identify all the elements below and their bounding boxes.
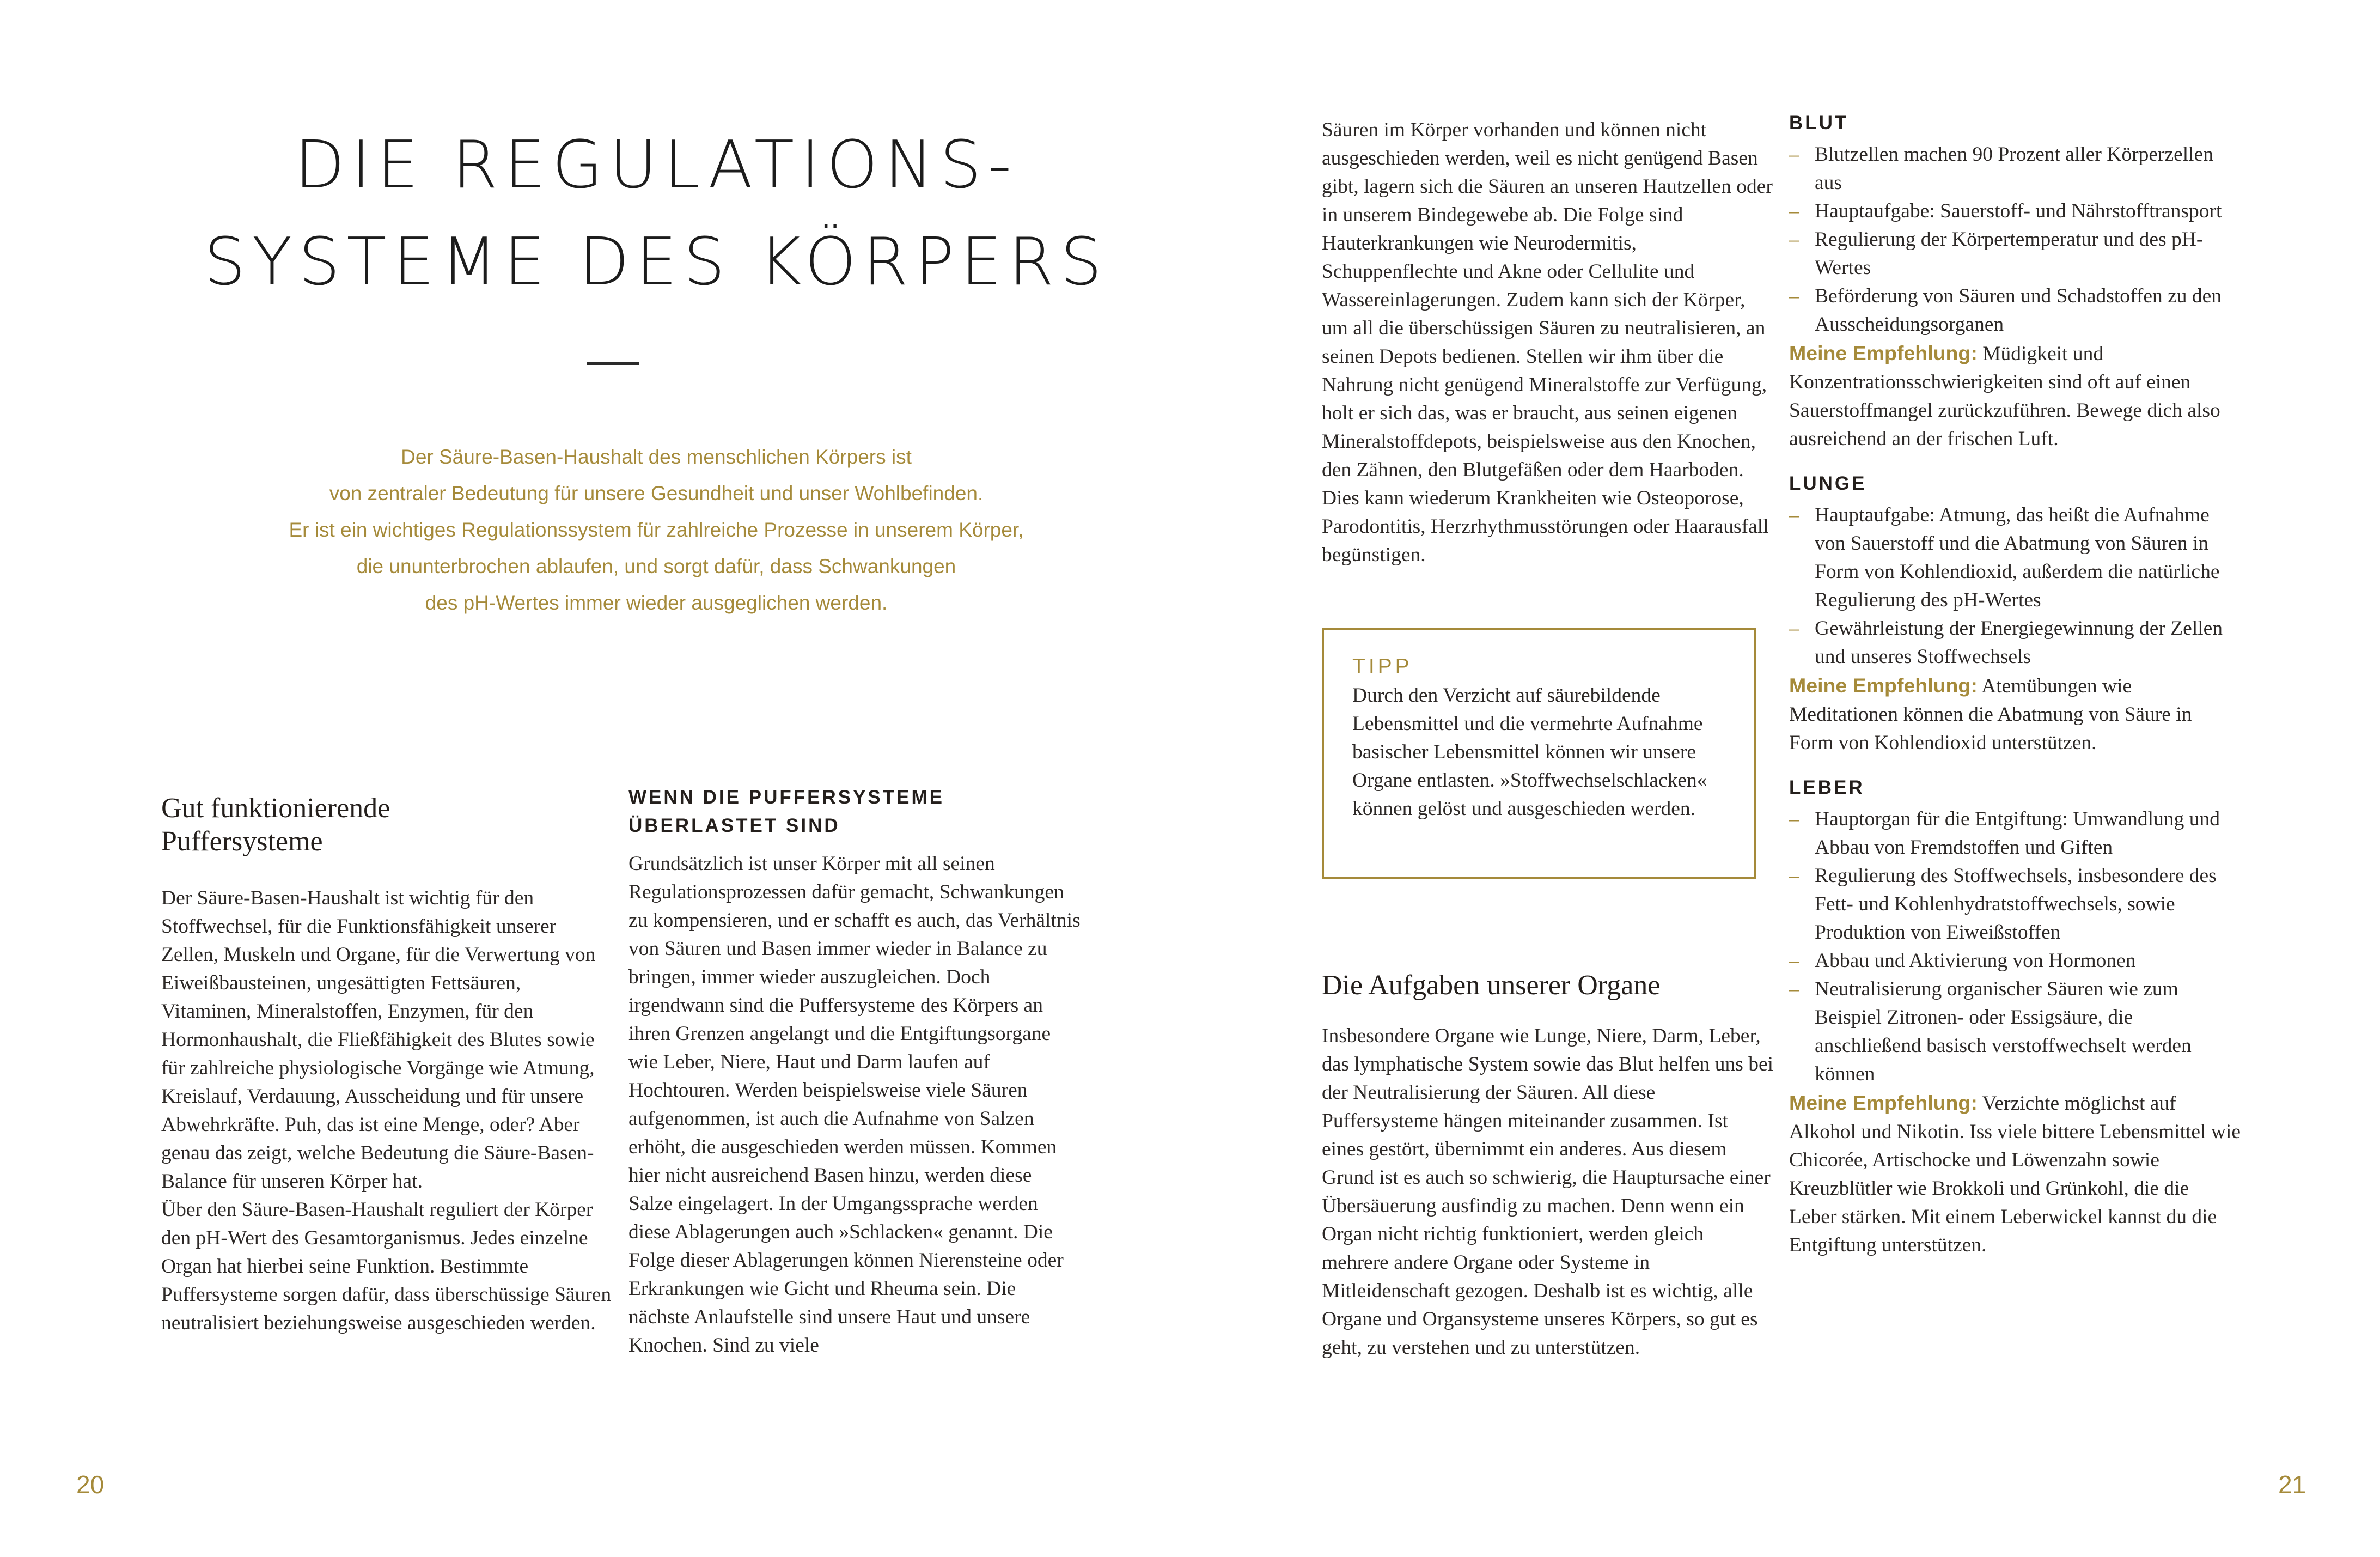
list-item: – Hauptaufgabe: Atmung, das heißt die Aufnahme von Sauerstoff und die Abatmung von Säuren in Form von Kohlendioxid, außerdem die natürliche Regulierung des pH-Wertes xyxy=(1789,501,2241,615)
list-item: – Blutzellen machen 90 Prozent aller Körperzellen aus xyxy=(1789,141,2241,197)
intro-line: Der Säure-Basen-Haushalt des menschlichen Körpers ist xyxy=(401,446,912,468)
organ-heading-lunge: LUNGE xyxy=(1789,473,1867,494)
tip-text: Durch den Verzicht auf säurebildende Lebensmittel und die vermehrte Aufnahme basischer Lebensmittel können wir unsere Organe entlasten. »Stoffwechselschlacken« können gelöst und ausgeschieden werden. xyxy=(1352,684,1707,820)
subsection-heading: WENN DIE PUFFERSYSTEME ÜBERLASTET SIND xyxy=(628,787,944,836)
dash-bullet: – xyxy=(1789,504,1799,526)
recommendation-label: Meine Empfehlung: xyxy=(1789,1091,1978,1114)
section-heading: Gut funktionierende Puffersysteme xyxy=(161,793,390,857)
title-divider xyxy=(587,362,639,365)
column-puffersysteme xyxy=(161,792,613,1337)
list-item: – Neutralisierung organischer Säuren wie zum Beispiel Zitronen- oder Essigsäure, die anschließend basisch verstoffwechselt werden können xyxy=(1789,975,2241,1088)
dash-bullet: – xyxy=(1789,617,1799,640)
list-item: – Hauptorgan für die Entgiftung: Umwandlung und Abbau von Fremdstoffen und Giften xyxy=(1789,805,2241,862)
dash-bullet: – xyxy=(1789,228,1799,251)
page-number-right: 21 xyxy=(2278,1470,2306,1499)
paragraph: Säuren im Körper vorhanden und können nicht ausgeschieden werden, weil es nicht genügend Basen gibt, lagern sich die Säuren an unseren Hautzellen oder in unserem Bindegewebe ab. Die Folge sind Hauterkrankungen wie Neurodermitis, Schuppenflechte und Akne oder Cellulite und Wassereinlagerungen. Zudem kann sich der Körper, um all die überschüssigen Säuren zu neutralisieren, an seinen Depots bedienen. Stellen wir ihm über die Nahrung nicht genügend Mineralstoffe zur Verfügung, holt er sich das, was er braucht, aus seinen eigenen Mineralstoffdepots, beispielsweise aus den Knochen, den Zähnen, den Blutgefäßen oder dem Haarboden. Dies kann wiederum Krankheiten wie Osteoporose, Parodontitis, Herzrhythmusstörungen oder Haarausfall begünstigen. xyxy=(1322,119,1773,566)
recommendation-label: Meine Empfehlung: xyxy=(1789,342,1978,364)
recommendation-blut: Meine Empfehlung: Müdigkeit und Konzentrationsschwierigkeiten sind oft auf einen Sauerstoffmangel zurückzuführen. Bewege dich also ausreichend an der frischen Luft. xyxy=(1789,342,2220,450)
recommendation-lunge: Meine Empfehlung: Atemübungen wie Meditationen können die Abatmung von Säure in Form von Kohlendioxid unterstützen. xyxy=(1789,674,2192,754)
dash-bullet: – xyxy=(1789,200,1799,222)
title-line-2: SYSTEME DES KÖRPERS xyxy=(204,224,1109,300)
page-title xyxy=(87,117,1225,311)
paragraph: Der Säure-Basen-Haushalt ist wichtig für den Stoffwechsel, für die Funktionsfähigkeit unserer Zellen, Muskeln und Organe, für die Verwertung von Eiweißbausteinen, ungesättigten Fettsäuren, Vitaminen, Mineralstoffen, Enzymen, für den Hormonhaushalt, die Fließfähigkeit des Blutes sowie für zahlreiche physiologische Vorgänge wie Atmung, Kreislauf, Verdauung, Ausscheidung und für unsere Abwehrkräfte. Puh, das ist eine Menge, oder? Aber genau das zeigt, welche Bedeutung die Säure-Basen-Balance für unseren Körper hat. xyxy=(161,887,596,1193)
intro-text xyxy=(142,439,1171,621)
column-continued xyxy=(1322,116,1774,569)
tip-box xyxy=(1322,628,1756,879)
intro-line: Er ist ein wichtiges Regulationssystem für zahlreiche Prozesse in unserem Körper, xyxy=(289,519,1024,541)
page-number-left: 20 xyxy=(76,1470,105,1499)
intro-line: des pH-Wertes immer wieder ausgeglichen werden. xyxy=(425,592,888,614)
paragraph: Insbesondere Organe wie Lunge, Niere, Darm, Leber, das lymphatische System sowie das Blut helfen uns bei der Neutralisierung der Säuren. All diese Puffersysteme hängen miteinander zusammen. Ist eines gestört, übernimmt ein anderes. Aus diesem Grund ist es auch so schwierig, die Hauptursache einer Übersäuerung ausfindig zu machen. Denn wenn ein Organ nicht richtig funktioniert, werden gleich mehrere andere Organe oder Systeme in Mitleidenschaft gezogen. Deshalb ist es wichtig, alle Organe und Organsysteme unseres Körpers, so gut es geht, zu verstehen und zu unterstützen. xyxy=(1322,1025,1774,1359)
list-item: – Hauptaufgabe: Sauerstoff- und Nährstofftransport xyxy=(1789,197,2241,226)
paragraph: Über den Säure-Basen-Haushalt reguliert der Körper den pH-Wert des Gesamtorganismus. Jedes einzelne Organ hat hierbei seine Funktion. Bestimmte Puffersysteme sorgen dafür, dass überschüssige Säuren neutralisiert beziehungsweise ausgeschieden werden. xyxy=(161,1199,612,1334)
organ-list-lunge xyxy=(1789,501,2241,671)
dash-bullet: – xyxy=(1789,143,1799,166)
dash-bullet: – xyxy=(1789,978,1799,1000)
intro-line: die ununterbrochen ablaufen, und sorgt dafür, dass Schwankungen xyxy=(356,555,956,577)
recommendation-label: Meine Empfehlung: xyxy=(1789,674,1978,697)
organ-heading-leber: LEBER xyxy=(1789,777,1865,798)
dash-bullet: – xyxy=(1789,865,1799,887)
dash-bullet: – xyxy=(1789,808,1799,830)
dash-bullet: – xyxy=(1789,285,1799,307)
recommendation-leber: Meine Empfehlung: Verzichte möglichst auf Alkohol und Nikotin. Iss viele bittere Lebensmittel wie Chicorée, Artischocke und Löwenzahn sowie Kreuzblütler wie Brokkoli und Grünkohl, die die Leber stärken. Mit einem Leberwickel kannst du die Entgiftung unterstützen. xyxy=(1789,1091,2241,1256)
organ-heading-blut: BLUT xyxy=(1789,112,1849,133)
section-heading: Die Aufgaben unserer Organe xyxy=(1322,970,1661,1001)
list-item: – Abbau und Aktivierung von Hormonen xyxy=(1789,947,2241,975)
intro-line: von zentraler Bedeutung für unsere Gesundheit und unser Wohlbefinden. xyxy=(329,482,984,504)
dash-bullet: – xyxy=(1789,950,1799,972)
column-ueberlastet xyxy=(628,783,1081,1360)
list-item: – Regulierung der Körpertemperatur und des pH-Wertes xyxy=(1789,226,2241,282)
title-line-1: DIE REGULATIONS- xyxy=(294,127,1018,203)
paragraph: Grundsätzlich ist unser Körper mit all seinen Regulationsprozessen dafür gemacht, Schwankungen zu kompensieren, und er schafft es auch, das Verhältnis von Säuren und Basen immer wieder in Balance zu bringen, immer wieder auszugleichen. Doch irgendwann sind die Puffersysteme des Körpers an ihren Grenzen angelangt und die Entgiftungsorgane wie Leber, Niere, Haut und Darm laufen auf Hochtouren. Werden beispielsweise viele Säuren aufgenommen, ist auch die Aufnahme von Salzen erhöht, die ausgeschieden werden müssen. Kommen hier nicht ausreichend Basen hinzu, werden diese Salze eingelagert. In der Umgangssprache werden diese Ablagerungen auch »Schlacken« genannt. Die Folge dieser Ablagerungen können Nierensteine oder Erkrankungen wie Gicht und Rheuma sein. Die nächste Anlaufstelle sind unsere Haut und unsere Knochen. Sind zu viele xyxy=(628,853,1081,1357)
organ-list-blut xyxy=(1789,141,2241,339)
organ-list-leber xyxy=(1789,805,2241,1088)
list-item: – Regulierung des Stoffwechsels, insbesondere des Fett- und Kohlenhydratstoffwechsels, sowie Produktion von Eiweißstoffen xyxy=(1789,862,2241,947)
column-organs xyxy=(1322,969,1774,1362)
column-organ-details xyxy=(1789,109,2241,1260)
tip-label: TIPP xyxy=(1352,655,1413,678)
list-item: – Gewährleistung der Energiegewinnung der Zellen und unseres Stoffwechsels xyxy=(1789,615,2241,671)
list-item: – Beförderung von Säuren und Schadstoffen zu den Ausscheidungsorganen xyxy=(1789,282,2241,339)
